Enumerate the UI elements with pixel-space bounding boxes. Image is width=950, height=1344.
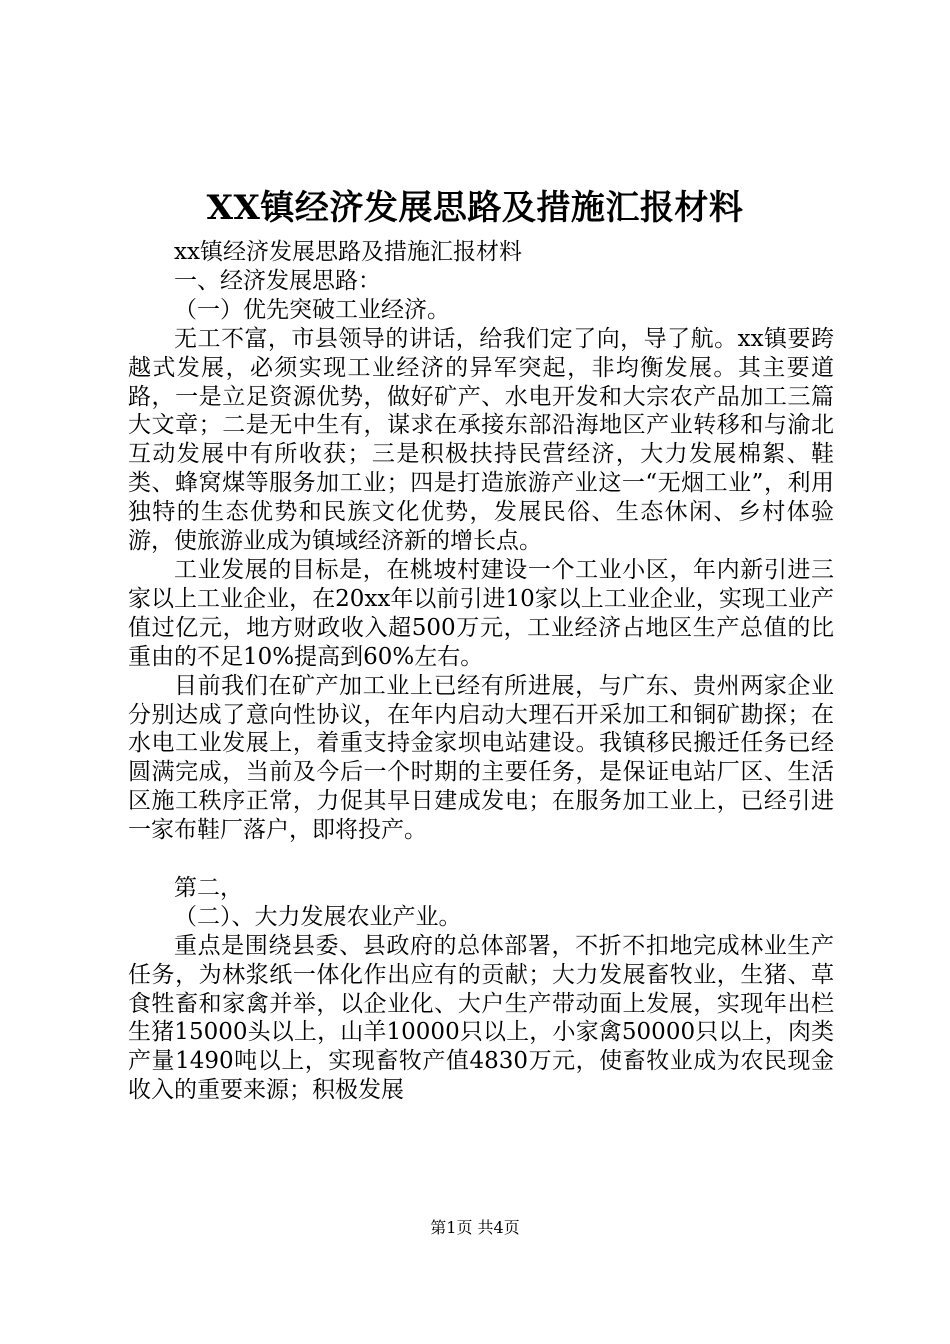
- document-title: XX镇经济发展思路及措施汇报材料: [206, 188, 744, 228]
- paragraph-industry-goals: 工业发展的目标是，在桃坡村建设一个工业小区，年内新引进三家以上工业企业，在20xx年以前引进10家以上工业企业，实现工业产值过亿元，地方财政收入超500万元，工业经济占地区生产总值的比重由的不足10%提高到60%左右。: [128, 556, 834, 670]
- paragraph-subheading-agriculture: （二）、大力发展农业产业。: [174, 903, 462, 930]
- paragraph-subheading-industry: （一）优先突破工业经济。: [174, 296, 450, 323]
- paragraph-industry-strategy: 无工不富，市县领导的讲话，给我们定了向，导了航。xx镇要跨越式发展，必须实现工业经济的异军突起，非均衡发展。其主要道路，一是立足资源优势，做好矿产、水电开发和大宗农产品加工三篇大文章；二是无中生有，谋求在承接东部沿海地区产业转移和与渝北互动发展中有所收获；三是积极扶持民营经济，大力发展棉絮、鞋类、蜂窝煤等服务加工业；四是打造旅游产业这一“无烟工业”，利用独特的生态优势和民族文化优势，发展民俗、生态休闲、乡村体验游，使旅游业成为镇域经济新的增长点。: [128, 325, 834, 555]
- document-body: [128, 238, 834, 1105]
- paragraph-subtitle: xx镇经济发展思路及措施汇报材料: [174, 239, 522, 265]
- paragraph-industry-progress: 目前我们在矿产加工业上已经有所进展，与广东、贵州两家企业分别达成了意向性协议，在年内启动大理石开采加工和铜矿勘探；在水电工业发展上，着重支持金家坝电站建设。我镇移民搬迁任务已经圆满完成，当前及今后一个时期的主要任务，是保证电站厂区、生活区施工秩序正常，力促其早日建成发电；在服务加工业上，已经引进一家布鞋厂落户，即将投产。: [128, 672, 834, 844]
- paragraph-second: 第二，: [174, 874, 243, 901]
- paragraph-section-heading: 一、经济发展思路：: [174, 267, 381, 294]
- page-footer: 第1页 共4页: [430, 1218, 520, 1237]
- paragraph-agriculture-plan: 重点是围绕县委、县政府的总体部署，不折不扣地完成林业生产任务，为林浆纸一体化作出应有的贡献；大力发展畜牧业，生猪、草食牲畜和家禽并举，以企业化、大户生产带动面上发展，实现年出栏生猪15000头以上，山羊10000只以上，小家禽50000只以上，肉类产量1490吨以上，实现畜牧产值4830万元，使畜牧业成为农民现金收入的重要来源；积极发展: [128, 932, 834, 1104]
